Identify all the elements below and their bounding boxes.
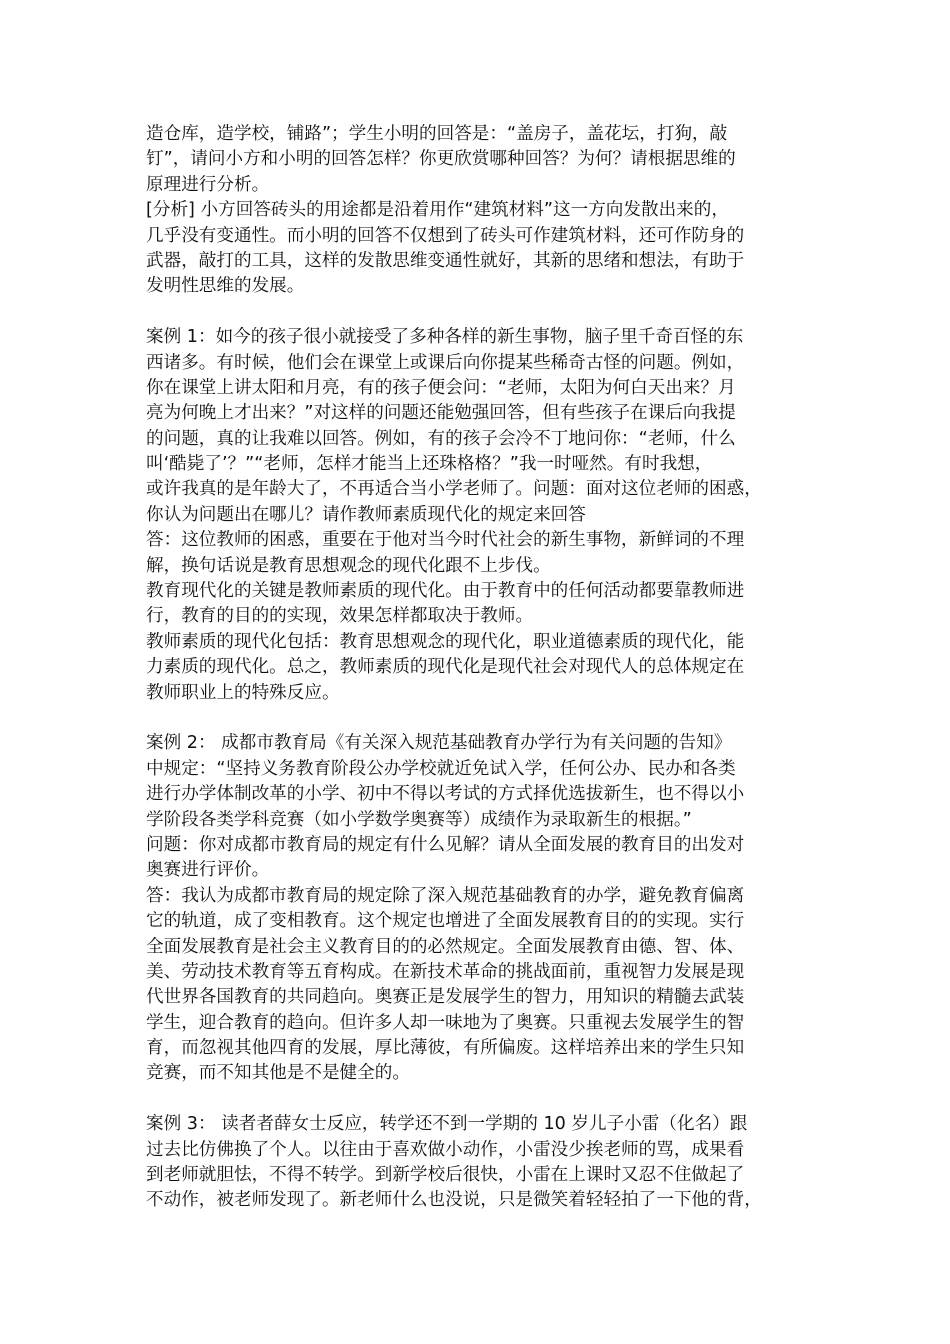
text-line: 武器，敲打的工具，这样的发散思维变通性就好，其新的思绪和想法，有助于 xyxy=(146,250,745,271)
text-line: 案例 2： 成都市教育局《有关深入规范基础教育办学行为有关问题的告知》 xyxy=(146,733,732,754)
text-line: 解，换句话说是教育思想观念的现代化跟不上步伐。 xyxy=(146,555,551,576)
text-line: 答：这位教师的困惑，重要在于他对当今时代社会的新生事物，新鲜词的不理 xyxy=(146,530,745,551)
text-line: 过去比仿佛换了个人。以往由于喜欢做小动作，小雷没少挨老师的骂，成果看 xyxy=(146,1139,745,1160)
text-line: 行，教育的目的的实现，效果怎样都取决于教师。 xyxy=(146,606,534,627)
text-line: 的问题，真的让我难以回答。例如，有的孩子会冷不丁地问你：“老师，什么 xyxy=(146,428,736,449)
paragraph-case1-answer-2 xyxy=(146,579,818,630)
text-line: 它的轨道，成了变相教育。这个规定也增进了全面发展教育目的的实现。实行 xyxy=(146,911,745,932)
text-line: 钉”，请问小方和小明的回答怎样？你更欣赏哪种回答？为何？请根据思维的 xyxy=(146,149,736,170)
text-line: 力素质的现代化。总之，教师素质的现代化是现代社会对现代人的总体规定在 xyxy=(146,657,745,678)
text-line: 发明性思维的发展。 xyxy=(146,276,305,297)
text-line: 你在课堂上讲太阳和月亮，有的孩子便会问：“老师，太阳为何白天出来？月 xyxy=(146,377,736,398)
text-line: 育，而忽视其他四育的发展，厚比薄彼，有所偏废。这样培养出来的学生只知 xyxy=(146,1038,745,1059)
text-line: 教师素质的现代化包括：教育思想观念的现代化，职业道德素质的现代化，能 xyxy=(146,631,745,652)
text-line: 叫‘酷毙了’？”“老师，怎样才能当上还珠格格？”我一时哑然。有时我想， xyxy=(146,454,713,475)
text-line: 案例 3： 读者者薛女士反应，转学还不到一学期的 10 岁儿子小雷（化名）跟 xyxy=(146,1114,748,1135)
paragraph-gap xyxy=(146,706,818,731)
paragraph-gap xyxy=(146,1087,818,1112)
text-line: 学阶段各类学科竞赛（如小学数学奥赛等）成绩作为录取新生的根据。” xyxy=(146,809,692,830)
document-body xyxy=(146,122,818,1214)
paragraph-case2-question xyxy=(146,833,818,884)
paragraph-case3-intro xyxy=(146,1112,818,1214)
text-line: 不动作，被老师发现了。新老师什么也没说，只是微笑着轻轻拍了一下他的背， xyxy=(146,1190,762,1211)
text-line: 原理进行分析。 xyxy=(146,174,270,195)
paragraph-case1-question xyxy=(146,325,818,528)
paragraph-case2-answer xyxy=(146,884,818,1087)
text-line: 西诸多。有时候，他们会在课堂上或课后向你提某些稀奇古怪的问题。例如， xyxy=(146,352,745,373)
paragraph-case1-answer-3 xyxy=(146,630,818,706)
text-line: 代世界各国教育的共同趋向。奥赛正是发展学生的智力，用知识的精髓去武装 xyxy=(146,987,745,1008)
text-line: 你认为问题出在哪儿？请作教师素质现代化的规定来回答 xyxy=(146,504,586,525)
text-line: [分析] 小方回答砖头的用途都是沿着用作“建筑材料”这一方向发散出来的， xyxy=(146,200,729,221)
text-line: 答：我认为成都市教育局的规定除了深入规范基础教育的办学，避免教育偏离 xyxy=(146,885,745,906)
paragraph-intro-question-tail xyxy=(146,122,818,198)
text-line: 亮为何晚上才出来？”对这样的问题还能勉强回答，但有些孩子在课后向我提 xyxy=(146,403,736,424)
paragraph-intro-analysis xyxy=(146,198,818,300)
text-line: 几乎没有变通性。而小明的回答不仅想到了砖头可作建筑材料，还可作防身的 xyxy=(146,225,745,246)
text-line: 全面发展教育是社会主义教育目的的必然规定。全面发展教育由德、智、体、 xyxy=(146,936,745,957)
paragraph-case1-answer-1 xyxy=(146,528,818,579)
text-line: 美、劳动技术教育等五育构成。在新技术革命的挑战面前，重视智力发展是现 xyxy=(146,961,745,982)
text-line: 或许我真的是年龄大了，不再适合当小学老师了。问题：面对这位老师的困惑， xyxy=(146,479,762,500)
text-line: 进行办学体制改革的小学、初中不得以考试的方式择优选拔新生，也不得以小 xyxy=(146,784,745,805)
text-line: 造仓库，造学校，铺路”；学生小明的回答是：“盖房子，盖花坛，打狗，敲 xyxy=(146,124,728,144)
text-line: 问题：你对成都市教育局的规定有什么见解？请从全面发展的教育目的出发对 xyxy=(146,834,745,855)
text-line: 中规定：“坚持义务教育阶段公办学校就近免试入学，任何公办、民办和各类 xyxy=(146,758,736,779)
paragraph-case2-intro xyxy=(146,731,818,833)
text-line: 奥赛进行评价。 xyxy=(146,860,270,881)
text-line: 竞赛，而不知其他是不是健全的。 xyxy=(146,1063,410,1084)
text-line: 案例 1：如今的孩子很小就接受了多种各样的新生事物，脑子里千奇百怪的东 xyxy=(146,327,744,348)
text-line: 教师职业上的特殊反应。 xyxy=(146,682,340,703)
paragraph-gap xyxy=(146,300,818,325)
text-line: 学生，迎合教育的趋向。但许多人却一味地为了奥赛。只重视去发展学生的智 xyxy=(146,1012,745,1033)
text-line: 教育现代化的关键是教师素质的现代化。由于教育中的任何活动都要靠教师进 xyxy=(146,581,745,602)
text-line: 到老师就胆怯，不得不转学。到新学校后很快，小雷在上课时又忍不住做起了 xyxy=(146,1165,745,1186)
